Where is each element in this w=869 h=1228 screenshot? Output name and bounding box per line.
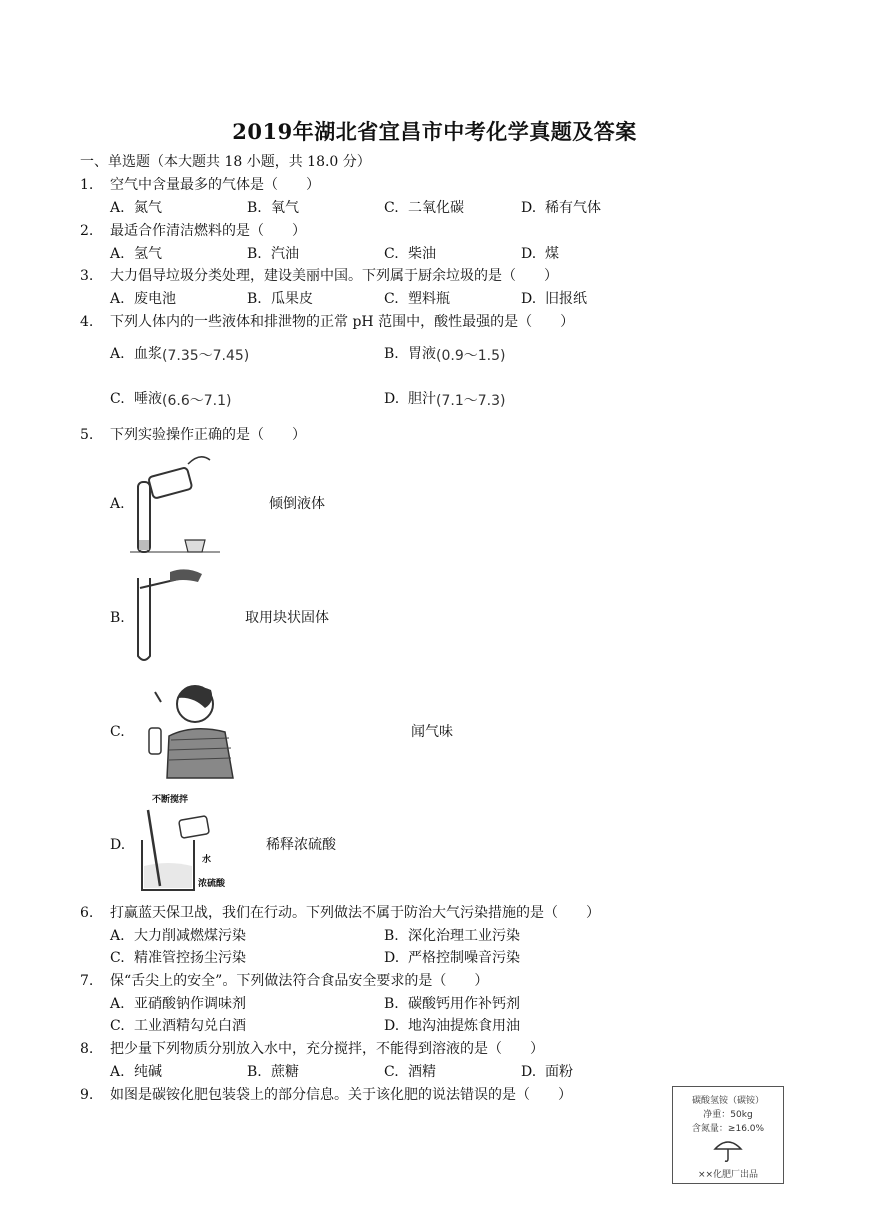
option-d-caption: 稀释浓硫酸	[266, 837, 336, 853]
option-a	[110, 1063, 162, 1081]
option-key: C.	[110, 950, 125, 966]
option-c-key: C.	[110, 724, 125, 740]
option-text: 汽油	[271, 246, 299, 262]
option-key: D.	[521, 291, 537, 307]
option-text: 胃液	[408, 346, 436, 362]
option-key: B.	[247, 200, 262, 216]
manufacturer: ××化肥厂出品	[697, 1170, 759, 1180]
question-number: 7.	[80, 973, 94, 989]
acid-label: 浓硫酸	[198, 879, 226, 889]
option-text: 瓜果皮	[271, 291, 313, 307]
option-c	[110, 949, 246, 967]
option-d	[384, 949, 520, 967]
option-b	[384, 345, 505, 363]
option-text: 血浆	[134, 346, 162, 362]
option-key: D.	[384, 1018, 400, 1034]
option-text: 废电池	[134, 291, 176, 307]
question-number: 6.	[80, 905, 94, 921]
question-number: 9.	[80, 1087, 94, 1103]
ph-range: (6.6～7.1)	[162, 393, 232, 409]
option-key: A.	[110, 200, 125, 216]
pouring-liquid-figure	[130, 452, 220, 556]
option-key: B.	[247, 1064, 262, 1080]
option-text: 面粉	[545, 1064, 573, 1080]
option-a-caption: 倾倒液体	[269, 496, 325, 512]
option-b	[247, 290, 313, 308]
option-c	[110, 1017, 246, 1035]
option-a-key: A.	[110, 496, 125, 512]
ph-range: (7.35～7.45)	[162, 348, 250, 364]
option-c	[384, 199, 464, 217]
option-b	[247, 245, 299, 263]
option-key: D.	[521, 1064, 537, 1080]
option-c	[384, 245, 436, 263]
ph-range: (7.1～7.3)	[436, 393, 506, 409]
option-key: B.	[247, 291, 262, 307]
question-number: 4.	[80, 314, 94, 330]
option-key: B.	[384, 996, 399, 1012]
umbrella-icon	[713, 1137, 743, 1163]
option-a	[110, 995, 246, 1013]
question-number: 1.	[80, 177, 94, 193]
option-d-key: D.	[110, 837, 126, 853]
option-c	[110, 390, 231, 408]
option-text: 煤	[545, 246, 559, 262]
option-b	[384, 995, 520, 1013]
option-b	[384, 927, 520, 945]
option-b	[247, 1063, 299, 1081]
option-key: D.	[521, 246, 537, 262]
net-weight: 净重：50kg	[703, 1110, 753, 1120]
option-b-caption: 取用块状固体	[245, 610, 329, 626]
option-text: 氧气	[271, 200, 299, 216]
question-number: 2.	[80, 223, 94, 239]
question-number: 8.	[80, 1041, 94, 1057]
option-text: 酒精	[408, 1064, 436, 1080]
option-text: 碳酸钙用作补钙剂	[408, 996, 520, 1012]
option-d	[521, 245, 559, 263]
option-text: 地沟油提炼食用油	[408, 1018, 520, 1034]
option-text: 旧报纸	[545, 291, 587, 307]
stir-label: 不断搅拌	[152, 795, 189, 805]
option-text: 稀有气体	[545, 200, 601, 216]
section-heading: 一、单选题（本大题共 18 小题，共 18.0 分）	[80, 154, 371, 170]
option-b	[247, 199, 299, 217]
option-c	[384, 290, 450, 308]
option-key: A.	[110, 996, 125, 1012]
nitrogen-content: 含氮量：≥16.0%	[691, 1124, 765, 1134]
option-text: 精准管控扬尘污染	[134, 950, 246, 966]
option-key: A.	[110, 246, 125, 262]
option-text: 唾液	[134, 391, 162, 407]
question-stem: 最适合作清洁燃料的是（ ）	[110, 223, 306, 239]
ph-range: (0.9～1.5)	[436, 348, 506, 364]
option-d	[384, 1017, 520, 1035]
option-key: C.	[384, 246, 399, 262]
question-stem: 如图是碳铵化肥包装袋上的部分信息。关于该化肥的说法错误的是（ ）	[110, 1087, 572, 1103]
question-stem: 大力倡导垃圾分类处理，建设美丽中国。下列属于厨余垃圾的是（ ）	[110, 268, 558, 284]
option-key: A.	[110, 928, 125, 944]
option-key: B.	[247, 246, 262, 262]
question-stem: 下列人体内的一些液体和排泄物的正常 pH 范围中，酸性最强的是（ ）	[110, 314, 575, 330]
option-d	[521, 1063, 573, 1081]
option-a	[110, 199, 162, 217]
block-solid-figure	[130, 568, 210, 668]
option-key: A.	[110, 291, 125, 307]
option-key: C.	[110, 391, 125, 407]
question-stem: 下列实验操作正确的是（ ）	[110, 427, 306, 443]
option-text: 氢气	[134, 246, 162, 262]
option-key: C.	[384, 1064, 399, 1080]
question-stem: 把少量下列物质分别放入水中，充分搅拌，不能得到溶液的是（ ）	[110, 1041, 544, 1057]
fertilizer-name: 碳酸氢铵（碳铵）	[691, 1096, 764, 1106]
option-text: 深化治理工业污染	[408, 928, 520, 944]
option-text: 纯碱	[134, 1064, 162, 1080]
option-text: 大力削减燃煤污染	[134, 928, 246, 944]
option-a	[110, 245, 162, 263]
option-a	[110, 290, 176, 308]
fertilizer-label	[672, 1086, 784, 1184]
option-a	[110, 927, 246, 945]
smelling-figure	[145, 678, 237, 780]
option-key: A.	[110, 346, 125, 362]
option-text: 氮气	[134, 200, 162, 216]
option-text: 工业酒精勾兑白酒	[134, 1018, 246, 1034]
option-b-key: B.	[110, 610, 125, 626]
option-text: 塑料瓶	[408, 291, 450, 307]
question-stem: 空气中含量最多的气体是（ ）	[110, 177, 320, 193]
option-key: C.	[384, 291, 399, 307]
option-text: 胆汁	[408, 391, 436, 407]
option-key: C.	[384, 200, 399, 216]
option-key: C.	[110, 1018, 125, 1034]
option-d	[521, 199, 601, 217]
option-text: 亚硝酸钠作调味剂	[134, 996, 246, 1012]
option-c	[384, 1063, 436, 1081]
option-key: A.	[110, 1064, 125, 1080]
option-key: D.	[384, 391, 400, 407]
option-text: 二氧化碳	[408, 200, 464, 216]
option-key: B.	[384, 346, 399, 362]
option-key: B.	[384, 928, 399, 944]
option-d	[384, 390, 505, 408]
option-c-caption: 闻气味	[411, 724, 453, 740]
option-key: D.	[384, 950, 400, 966]
dilute-acid-figure	[134, 790, 244, 896]
question-number: 3.	[80, 268, 94, 284]
question-number: 5.	[80, 427, 94, 443]
page-title: 2019年湖北省宜昌市中考化学真题及答案	[232, 119, 637, 144]
question-stem: 保“舌尖上的安全”。下列做法符合食品安全要求的是（ ）	[110, 973, 489, 989]
water-label: 水	[202, 855, 212, 865]
option-text: 蔗糖	[271, 1064, 299, 1080]
option-text: 严格控制噪音污染	[408, 950, 520, 966]
option-text: 柴油	[408, 246, 436, 262]
option-a	[110, 345, 249, 363]
option-key: D.	[521, 200, 537, 216]
option-d	[521, 290, 587, 308]
question-stem: 打赢蓝天保卫战，我们在行动。下列做法不属于防治大气污染措施的是（ ）	[110, 905, 600, 921]
